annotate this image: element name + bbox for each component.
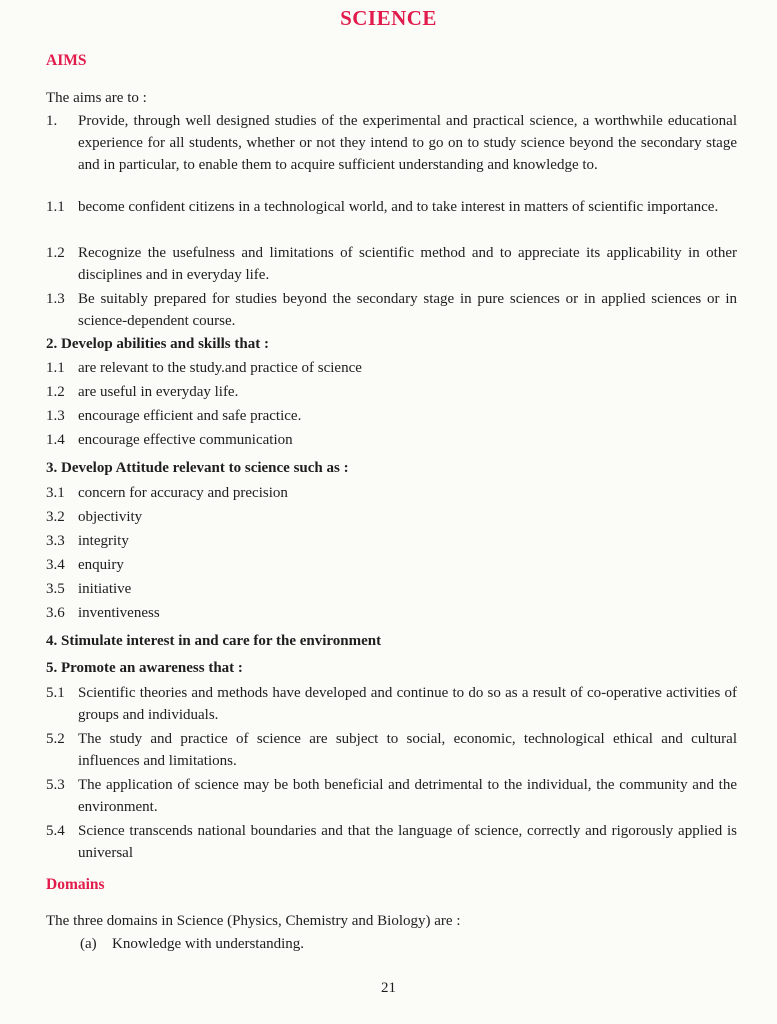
- aim-item: [46, 110, 737, 198]
- item-text: encourage efficient and safe practice.: [78, 408, 302, 424]
- list-item: [46, 728, 737, 772]
- item-number: 5.2: [46, 731, 65, 747]
- page-title: SCIENCE: [340, 6, 437, 30]
- section-heading: 2. Develop abilities and skills that :: [46, 336, 269, 352]
- section-heading: 4. Stimulate interest in and care for the environment: [46, 633, 382, 649]
- item-number: 3.4: [46, 557, 65, 573]
- item-text: Scientific theories and methods have developed and continue to do so as a result of co-operative activities of groups and individuals.: [78, 685, 737, 723]
- item-text: Science transcends national boundaries and that the language of science, correctly and rigorously applied is universal: [78, 823, 737, 861]
- item-text: are useful in everyday life.: [78, 384, 239, 400]
- item-text: encourage effective communication: [78, 432, 293, 448]
- item-number: 3.3: [46, 533, 65, 549]
- item-number: 1.: [46, 113, 58, 129]
- domains-intro: The three domains in Science (Physics, Chemistry and Biology) are :: [46, 913, 461, 929]
- item-text: become confident citizens in a technological world, and to take interest in matters of scientific importance.: [78, 199, 719, 215]
- list-item: [46, 820, 737, 864]
- item-text: objectivity: [78, 509, 143, 525]
- item-text: The study and practice of science are subject to social, economic, technological ethical and cultural influences and limitations.: [78, 731, 737, 769]
- item-text: Recognize the usefulness and limitations of scientific method and to appreciate its applicability in other disciplines and in everyday life.: [78, 245, 737, 283]
- item-text: initiative: [78, 581, 132, 597]
- item-number: 1.3: [46, 291, 65, 307]
- item-number: 1.1: [46, 199, 65, 215]
- list-item: [46, 774, 737, 818]
- item-text: enquiry: [78, 557, 124, 573]
- aim-item: [46, 288, 737, 332]
- aim-item: [46, 242, 737, 286]
- item-text: integrity: [78, 533, 129, 549]
- item-number: 5.1: [46, 685, 65, 701]
- page-number: 21: [381, 980, 396, 996]
- item-text: Be suitably prepared for studies beyond the secondary stage in pure sciences or in applied sciences or in science-dependent course.: [78, 291, 737, 329]
- item-number: (a): [80, 936, 97, 952]
- section-heading: 3. Develop Attitude relevant to science such as :: [46, 460, 349, 476]
- item-number: 3.1: [46, 485, 65, 501]
- item-number: 3.6: [46, 605, 65, 621]
- item-text: The application of science may be both beneficial and detrimental to the individual, the community and the environment.: [78, 777, 737, 815]
- domains-heading: Domains: [46, 876, 105, 893]
- item-text: concern for accuracy and precision: [78, 485, 288, 501]
- item-text: are relevant to the study.and practice of science: [78, 360, 362, 376]
- item-text: inventiveness: [78, 605, 160, 621]
- item-number: 1.3: [46, 408, 65, 424]
- item-number: 3.2: [46, 509, 65, 525]
- aims-heading: AIMS: [46, 52, 87, 69]
- section-heading: 5. Promote an awareness that :: [46, 660, 243, 676]
- item-number: 1.1: [46, 360, 65, 376]
- item-number: 1.4: [46, 432, 65, 448]
- item-number: 5.3: [46, 777, 65, 793]
- item-text: Provide, through well designed studies of the experimental and practical science, a worthwhile educational experience for all students, whether or not they intend to go on to study science beyond the secondary stage and in particular, to enable them to acquire sufficient understanding and knowledge to.: [78, 113, 737, 173]
- item-number: 3.5: [46, 581, 65, 597]
- list-item: [46, 682, 737, 726]
- aim-item: [46, 196, 737, 240]
- aims-intro: The aims are to :: [46, 90, 147, 106]
- item-text: Knowledge with understanding.: [112, 936, 305, 952]
- item-number: 5.4: [46, 823, 65, 839]
- item-number: 1.2: [46, 245, 65, 261]
- item-number: 1.2: [46, 384, 65, 400]
